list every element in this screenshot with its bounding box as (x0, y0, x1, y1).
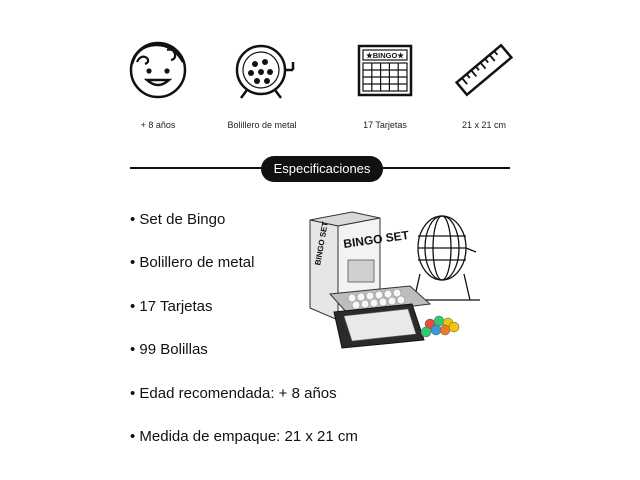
bingo-cage-icon (227, 40, 297, 100)
spec-item: • Medida de empaque: 21 x 21 cm (130, 427, 358, 445)
child-face-icon (123, 40, 193, 100)
bingo-card-icon (350, 40, 420, 100)
section-title: Especificaciones (261, 156, 383, 182)
feature-cards-caption: 17 Tarjetas (363, 120, 407, 130)
box-front-label: BINGO SET (342, 227, 410, 251)
spec-item: • 17 Tarjetas (130, 297, 213, 315)
divider-right (382, 167, 510, 169)
spec-item: • Set de Bingo (130, 211, 226, 228)
divider-left (130, 167, 262, 169)
feature-cage (202, 40, 322, 130)
product-image (300, 208, 500, 358)
ruler-icon (449, 40, 519, 100)
feature-age-caption: + 8 años (140, 120, 176, 130)
spec-item: • Bolillero de metal (130, 254, 255, 272)
feature-cage-caption: Bolillero de metal (227, 120, 297, 130)
bingo-card-title: ★BINGO★ (365, 51, 405, 60)
spec-item: • Edad recomendada: + 8 años (130, 384, 337, 402)
feature-age (98, 40, 218, 130)
feature-size-caption: 21 x 21 cm (461, 120, 507, 130)
feature-size (424, 40, 544, 130)
box-side-label: BINGO SET (313, 221, 330, 267)
spec-item: • 99 Bolillas (130, 341, 208, 359)
